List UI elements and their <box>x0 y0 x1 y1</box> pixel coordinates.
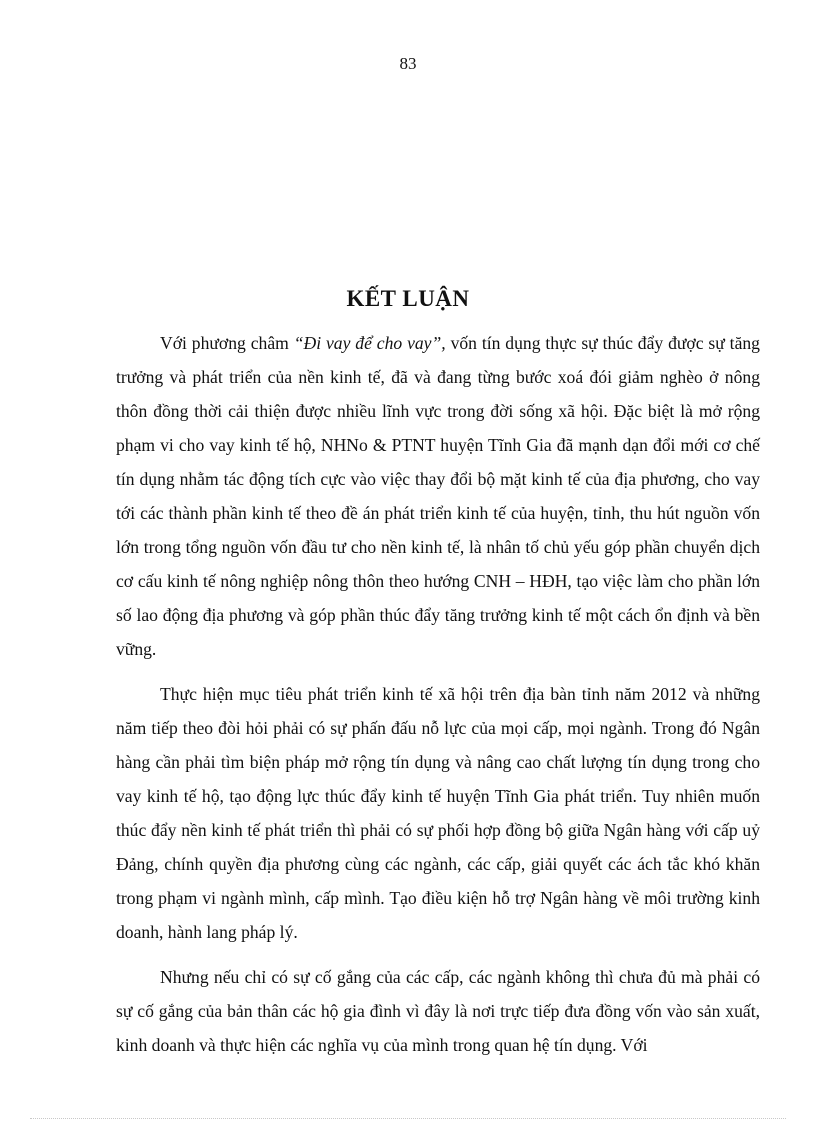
paragraph-3: Nhưng nếu chỉ có sự cố gắng của các cấp, các ngành không thì chưa đủ mà phải có sự cố gắng của bản thân các hộ gia đình vì đây là nơi trực tiếp đưa đồng vốn vào sản xuất, kinh doanh và thực hiện các nghĩa vụ của mình trong quan hệ tín dụng. Với <box>116 967 760 1055</box>
section-title: KẾT LUẬN <box>346 286 470 311</box>
paragraph-1-rest: vốn tín dụng thực sự thúc đẩy được sự tăng trưởng và phát triển của nền kinh tế, đã và đang từng bước xoá đói giảm nghèo ở nông thôn đồng thời cải thiện được nhiều lĩnh vực trong đời sống xã hội. Đặc biệt là mở rộng phạm vi cho vay kinh tế hộ, NHNo & PTNT huyện Tĩnh Gia đã mạnh dạn đổi mới cơ chế tín dụng nhằm tác động tích cực vào việc thay đổi bộ mặt kinh tế của địa phương, cho vay tới các thành phần kinh tế theo đề án phát triển kinh tế của huyện, tỉnh, thu hút nguồn vốn lớn trong tổng nguồn vốn đầu tư cho nền kinh tế, là nhân tố chủ yếu góp phần chuyển dịch cơ cấu kinh tế nông nghiệp nông thôn theo hướng CNH – HĐH, tạo việc làm cho phần lớn số lao động địa phương và góp phần thúc đẩy tăng trưởng kinh tế một cách ổn định và bền vững. <box>116 333 760 659</box>
paragraph-1 <box>116 326 760 666</box>
footer-rule <box>30 1118 786 1119</box>
paragraph-1-lead: Với phương châm <box>160 333 294 353</box>
paragraph-1-motto: “Đi vay để cho vay”, <box>293 333 446 353</box>
paragraph-2: Thực hiện mục tiêu phát triển kinh tế xã hội trên địa bàn tỉnh năm 2012 và những năm tiếp theo đòi hỏi phải có sự phấn đấu nỗ lực của mọi cấp, mọi ngành. Trong đó Ngân hàng cần phải tìm biện pháp mở rộng tín dụng và nâng cao chất lượng tín dụng trong cho vay kinh tế hộ, tạo động lực thúc đẩy kinh tế huyện Tĩnh Gia phát triển. Tuy nhiên muốn thúc đẩy nền kinh tế phát triển thì phải có sự phối hợp đồng bộ giữa Ngân hàng với cấp uỷ Đảng, chính quyền địa phương cùng các ngành, các cấp, giải quyết các ách tắc khó khăn trong phạm vi ngành mình, cấp mình. Tạo điều kiện hỗ trợ Ngân hàng về môi trường kinh doanh, hành lang pháp lý. <box>116 684 760 942</box>
page-number: 83 <box>399 54 417 73</box>
body-text <box>116 326 760 1073</box>
